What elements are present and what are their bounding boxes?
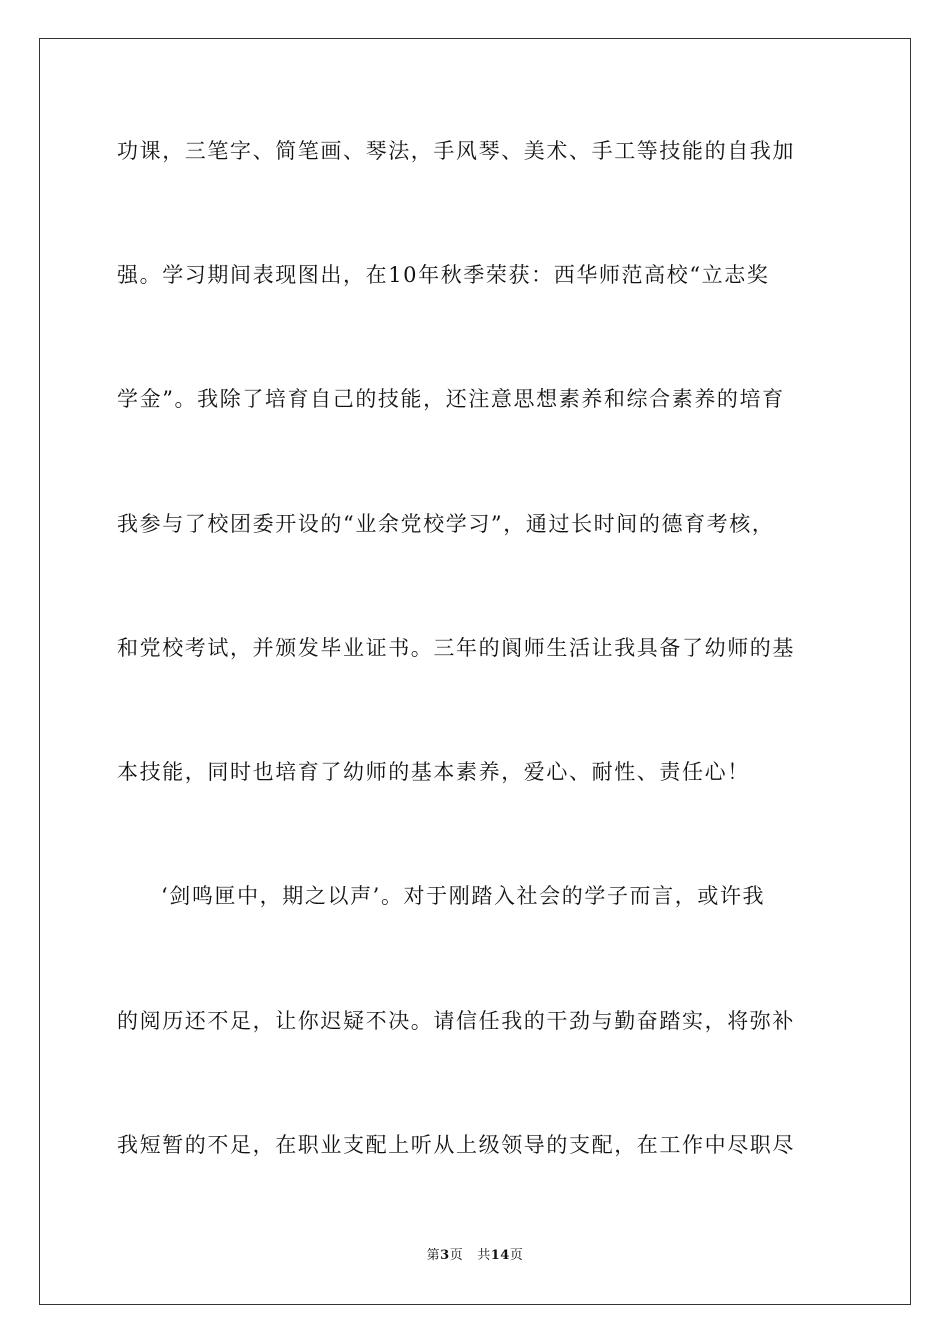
body-text-line: 学金”。我除了培育自己的技能，还注意思想素养和综合素养的培育 — [117, 387, 785, 411]
body-text-line: 和党校考试，并颁发毕业证书。三年的阆师生活让我具备了幼师的基 — [117, 636, 795, 660]
body-text-line: 我参与了校团委开设的“业余党校学习”，通过长时间的德育考核， — [117, 512, 775, 536]
body-text-line: 的阅历还不足，让你迟疑不决。请信任我的干劲与勤奋踏实，将弥补 — [117, 1009, 795, 1033]
current-page-number: 3 — [440, 1248, 450, 1263]
body-text-line: 强。学习期间表现图出，在10年秋季荣获：西华师范高校“立志奖 — [117, 263, 770, 287]
page-suffix: 页 — [449, 1248, 464, 1263]
body-text-line: 我短暂的不足，在职业支配上听从上级领导的支配，在工作中尽职尽 — [117, 1133, 795, 1157]
total-suffix: 页 — [509, 1248, 524, 1263]
page-border — [39, 38, 911, 1305]
body-text-line: 本技能，同时也培育了幼师的基本素养，爱心、耐性、责任心！ — [117, 760, 750, 784]
page-prefix: 第 — [426, 1248, 441, 1263]
page-footer — [0, 1247, 950, 1265]
total-prefix: 共 — [477, 1248, 491, 1263]
body-text-line: 功课，三笔字、简笔画、琴法，手风琴、美术、手工等技能的自我加 — [117, 139, 795, 163]
total-page-number: 14 — [490, 1248, 510, 1263]
body-text-line-indented: ‘剑鸣匣中，期之以声’。对于刚踏入社会的学子而言，或许我 — [161, 884, 766, 908]
